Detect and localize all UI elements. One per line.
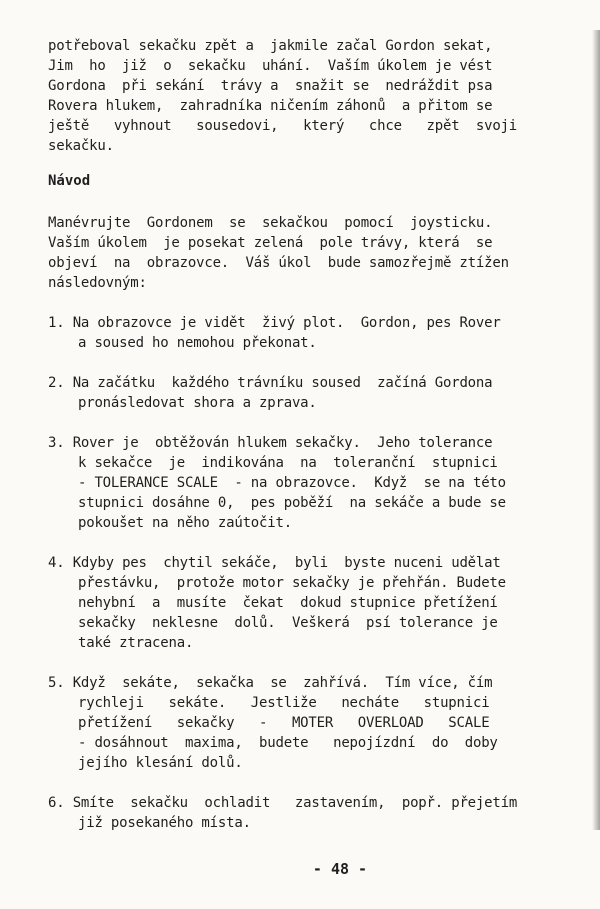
list-item-text: pronásledovat shora a zprava. [78, 395, 317, 411]
list-item-text: Kdyby pes chytil sekáče, byli byste nuceni udělat [72, 555, 501, 571]
list-item-text: Na obrazovce je vidět živý plot. Gordon, pes Rover [72, 315, 501, 331]
intro-line: Rovera hlukem, zahradníka ničením záhonů a přitom se [48, 98, 493, 114]
list-item-text: Rover je obtěžován hlukem sekačky. Jeho tolerance [72, 435, 493, 451]
list-item-text: - dosáhnout maxima, budete nepojízdní do doby [78, 735, 498, 751]
list-item-text: pokoušet na něho zaútočit. [78, 515, 292, 531]
list-item-text: jejího klesání dolů. [78, 755, 243, 771]
instruction-line: následovným: [48, 275, 147, 291]
list-item-text: - TOLERANCE SCALE - na obrazovce. Když se na této [78, 475, 506, 491]
list-item-text: a soused ho nemohou překonat. [78, 335, 317, 351]
list-item-number: 5. [48, 675, 65, 691]
list-item-line [48, 373, 492, 393]
list-item-text: také ztracena. [78, 635, 194, 651]
list-item-text: k sekačce je indikována na toleranční stupnici [78, 455, 498, 471]
list-item-number: 3. [48, 435, 65, 451]
list-item-text: nehybní a musíte čekat dokud stupnice přetížení [78, 595, 498, 611]
list-item-line [48, 673, 492, 693]
page-number: - 48 - [312, 860, 368, 878]
list-item-text: stupnici dosáhne 0, pes poběží na sekáče a bude se [78, 495, 506, 511]
list-item-text: přetížení sekačky - MOTER OVERLOAD SCALE [78, 715, 490, 731]
list-item-number: 2. [48, 375, 65, 391]
list-item-text: již posekaného místa. [78, 815, 251, 831]
list-item-number: 6. [48, 795, 65, 811]
intro-line: Jim ho již o sekačku uhání. Vaším úkolem je vést [48, 58, 493, 74]
list-item-text: Když sekáte, sekačka se zahřívá. Tím více, čím [72, 675, 493, 691]
list-item-number: 1. [48, 315, 65, 331]
list-item-text: přestávku, protože motor sekačky je přehřán. Budete [78, 575, 506, 591]
list-item-text: Smíte sekačku ochladit zastavením, popř. přejetím [72, 795, 518, 811]
instruction-line: Manévrujte Gordonem se sekačkou pomocí joysticku. [48, 215, 493, 231]
list-item-text: rychleji sekáte. Jestliže necháte stupnici [78, 695, 490, 711]
intro-line: ještě vyhnout sousedovi, který chce zpět svoji [48, 118, 518, 134]
intro-line: Gordona při sekání trávy a snažit se nedráždit psa [48, 78, 493, 94]
intro-line: potřeboval sekačku zpět a jakmile začal Gordon sekat, [48, 38, 493, 54]
list-item-text: Na začátku každého trávníku soused začíná Gordona [72, 375, 493, 391]
list-item-line [48, 313, 501, 333]
list-item-number: 4. [48, 555, 65, 571]
list-item-line [48, 793, 517, 813]
list-item-text: sekačky neklesne dolů. Veškerá psí tolerance je [78, 615, 498, 631]
list-item-line [48, 553, 501, 573]
instruction-line: objeví na obrazovce. Váš úkol bude samozřejmě ztížen [48, 255, 509, 271]
intro-line: sekačku. [48, 138, 114, 154]
instruction-line: Vaším úkolem je posekat zelená pole trávy, která se [48, 235, 493, 251]
list-item-line [48, 433, 492, 453]
page-edge-shadow [592, 30, 600, 830]
section-heading: Návod [48, 173, 91, 189]
